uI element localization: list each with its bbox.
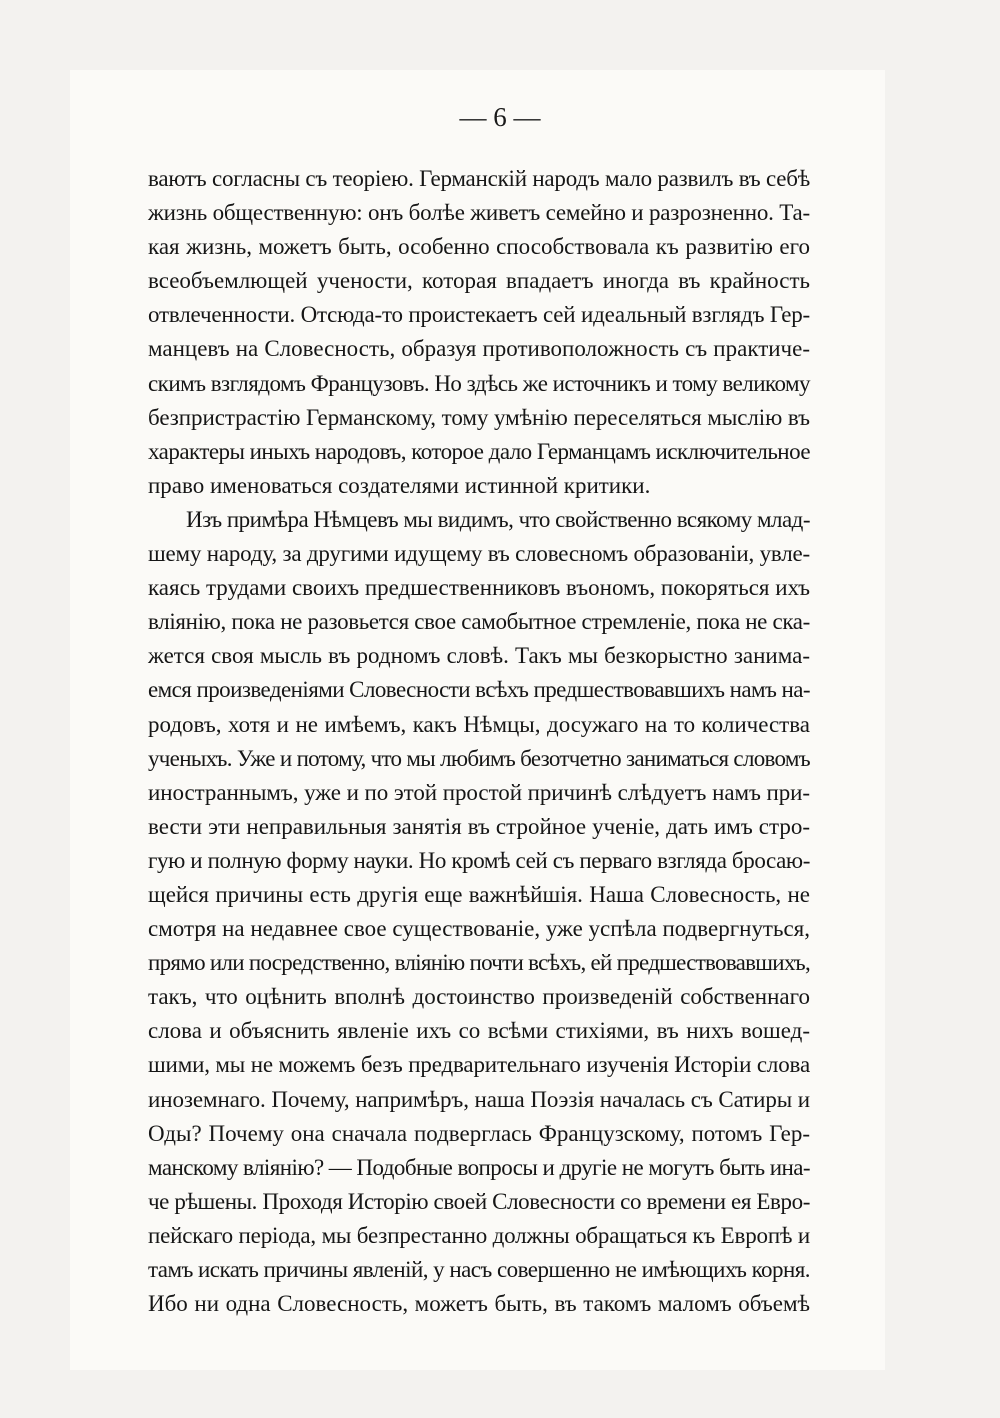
text-line: скимъ взглядомъ Французовъ. Но здѣсь же источникъ и тому великому xyxy=(148,370,810,396)
text-line: ученыхъ. Уже и потому, что мы любимъ безотчетно заниматься словомъ xyxy=(148,745,810,771)
text-line: вліянію, пока не разовьется свое самобытное стремленіе, пока не ска- xyxy=(148,609,810,635)
paragraph-end-line: право именоваться создателями истинной критики. xyxy=(148,472,651,498)
text-line: прямо или посредственно, вліянію почти всѣхъ, ей предшествовавшихъ, xyxy=(148,950,810,976)
text-line: слова и объяснить явленіе ихъ со всѣми стихіями, въ нихъ вошед- xyxy=(148,1018,810,1044)
text-line: каясь трудами своихъ предшественниковъ въономъ, покоряться ихъ xyxy=(148,575,810,601)
text-line: смотря на недавнее свое существованіе, уже успѣла подвергнуться, xyxy=(148,916,810,942)
text-line: шими, мы не можемъ безъ предварительнаго изученія Исторіи слова xyxy=(148,1052,810,1078)
page-number: — 6 — xyxy=(459,102,541,132)
text-line: шему народу, за другими идущему въ словесномъ образованіи, увле- xyxy=(148,541,810,567)
text-line: пейскаго періода, мы безпрестанно должны обращаться къ Европѣ и xyxy=(148,1222,810,1248)
text-line: жизнь общественную: онъ болѣе живетъ семейно и разрозненно. Та- xyxy=(148,200,810,226)
text-line: характеры иныхъ народовъ, которое дало Германцамъ исключительное xyxy=(148,438,810,464)
body-text xyxy=(148,162,810,1321)
text-line: манскому вліянію? — Подобные вопросы и другіе не могутъ быть ина- xyxy=(148,1154,810,1180)
text-line: тамъ искать причины явленій, у насъ совершенно не имѣющихъ корня. xyxy=(148,1257,810,1282)
text-line: иноземнаго. Почему, напримѣръ, наша Поэзія началась съ Сатиры и xyxy=(148,1086,810,1112)
text-line: ваютъ согласны съ теоріею. Германскій народъ мало развилъ въ себѣ xyxy=(148,166,810,191)
text-line: Оды? Почему она сначала подверглась Французскому, потомъ Гер- xyxy=(148,1120,810,1146)
text-line: манцевъ на Словесность, образуя противоположность съ практиче- xyxy=(148,336,810,362)
text-line: такъ, что оцѣнить вполнѣ достоинство произведеній собственнаго xyxy=(148,984,810,1010)
text-line: щейся причины есть другія еще важнѣйшія. Наша Словесность, не xyxy=(148,881,810,907)
text-line: че рѣшены. Проходя Исторію своей Словесности со времени ея Евро- xyxy=(148,1188,810,1214)
text-line: иностраннымъ, уже и по этой простой причинѣ слѣдуетъ намъ при- xyxy=(148,779,810,805)
text-line: гую и полную форму науки. Но кромѣ сей съ перваго взгляда бросаю- xyxy=(148,847,810,873)
text-line: всеобъемлющей учености, которая впадаетъ иногда въ крайность xyxy=(148,268,810,294)
paragraph-start-line: Изъ примѣра Нѣмцевъ мы видимъ, что свойственно всякому млад- xyxy=(186,506,810,532)
text-line: кая жизнь, можетъ быть, особенно способствовала къ развитію его xyxy=(148,234,810,260)
text-line: родовъ, хотя и не имѣемъ, какъ Нѣмцы, досужаго на то количества xyxy=(148,711,810,737)
text-line: безпристрастію Германскому, тому умѣнію переселяться мыслію въ xyxy=(148,404,810,430)
text-line: вести эти неправильныя занятія въ стройное ученіе, дать имъ стро- xyxy=(148,813,810,839)
text-line: Ибо ни одна Словесность, можетъ быть, въ такомъ маломъ объемѣ xyxy=(148,1291,810,1317)
text-line: отвлеченности. Отсюда-то проистекаетъ сей идеальный взглядъ Гер- xyxy=(148,302,810,328)
text-line: жется своя мысль въ родномъ словѣ. Такъ мы безкорыстно занима- xyxy=(148,643,810,669)
text-line: емся произведеніями Словесности всѣхъ предшествовавшихъ намъ на- xyxy=(148,677,810,703)
